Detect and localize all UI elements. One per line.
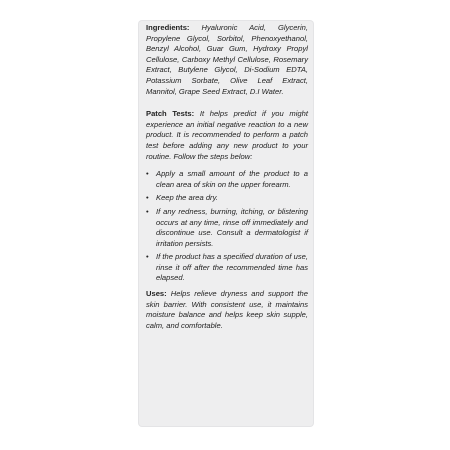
ingredients-heading: Ingredients:: [146, 23, 190, 32]
uses-section: [146, 289, 308, 331]
ingredients-section: [146, 23, 308, 97]
ingredients-text: Hyaluronic Acid, Glycerin, Propylene Glycol, Sorbitol, Phenoxyethanol, Benzyl Alcohol, Guar Gum, Hydroxy Propyl Cellulose, Carboxy Methyl Cellulose, Rosemary Extract, Butylene Glycol, Di-Sodium EDTA, Potassium Sorbate, Olive Leaf Extract, Mannitol, Grape Seed Extract, D.I Water.: [146, 23, 308, 96]
patch-test-steps: [146, 169, 308, 284]
patch-tests-section: [146, 109, 308, 162]
list-item: • If the product has a specified duration of use, rinse it off after the recommended time has elapsed.: [146, 252, 308, 283]
list-item: • Apply a small amount of the product to a clean area of skin on the upper forearm.: [146, 169, 308, 189]
uses-heading: Uses:: [146, 289, 167, 299]
patch-tests-heading: Patch Tests:: [146, 109, 195, 119]
bullet-icon: •: [146, 169, 149, 179]
list-item: • If any redness, burning, itching, or blistering occurs at any time, rinse off immediately and discontinue use. Consult a dermatologist if irritation persists.: [146, 206, 308, 248]
label-content: [146, 23, 308, 338]
bullet-icon: •: [146, 193, 149, 203]
list-item: • Keep the area dry.: [146, 193, 218, 203]
bullet-icon: •: [146, 206, 149, 216]
patch-tests-intro: It helps predict if you might experience an initial negative reaction to a new product. It is recommended to perform a patch test before adding any new product to your routine. Follow the steps below:: [146, 109, 308, 161]
bullet-icon: •: [146, 252, 149, 262]
uses-text: Helps relieve dryness and support the skin barrier. With consistent use, it maintains moisture balance and helps keep skin supple, calm, and comfortable.: [146, 289, 308, 330]
